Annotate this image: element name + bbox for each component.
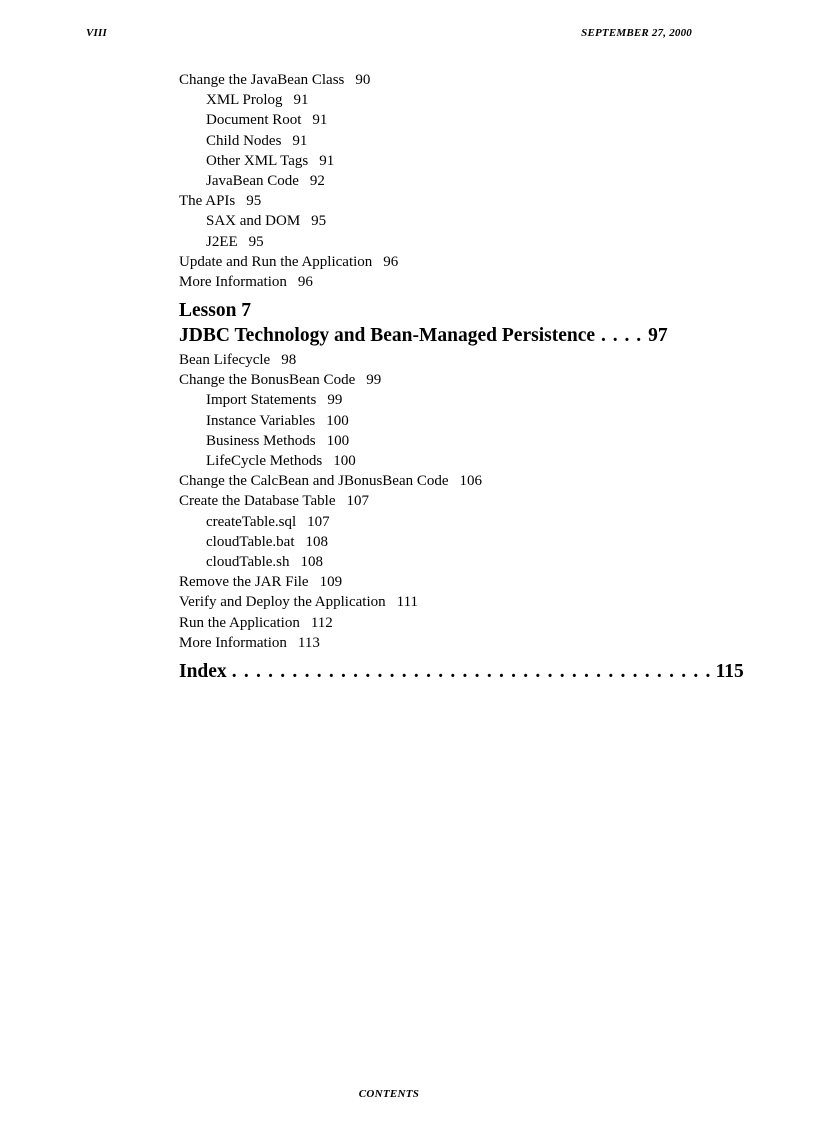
toc-entry-page: 95 <box>246 193 262 210</box>
lesson-page-number: 97 <box>648 325 668 347</box>
toc-entry[interactable] <box>179 613 649 633</box>
toc-entry[interactable] <box>179 572 649 592</box>
toc-list-lesson-7 <box>179 350 649 653</box>
toc-entry-page: 92 <box>309 172 325 189</box>
toc-entry[interactable] <box>179 70 649 90</box>
toc-entry[interactable] <box>179 431 649 451</box>
toc-entry-title: createTable.sql <box>206 513 297 530</box>
toc-entry-title: Bean Lifecycle <box>179 352 271 369</box>
lesson-title: JDBC Technology and Bean-Managed Persistence <box>179 325 596 347</box>
toc-entry-title: More Information <box>179 634 287 651</box>
toc-entry-page: 107 <box>307 513 330 530</box>
toc-entry-page: 100 <box>326 432 350 449</box>
toc-entry-title: Other XML Tags <box>206 152 309 169</box>
toc-entry-page: 100 <box>333 453 356 469</box>
toc-entry[interactable] <box>179 110 649 130</box>
toc-entry-title: Verify and Deploy the Application <box>179 594 386 611</box>
running-header-date: SEPTEMBER 27, 2000 <box>581 27 692 39</box>
running-footer: CONTENTS <box>358 1088 420 1100</box>
toc-entry-page: 108 <box>300 553 324 570</box>
index-row[interactable] <box>179 659 744 684</box>
toc-entry-title: Change the JavaBean Class <box>179 72 345 88</box>
toc-entry-title: Update and Run the Application <box>179 253 373 270</box>
toc-entry-page: 91 <box>293 92 309 109</box>
toc-entry-page: 91 <box>319 152 335 169</box>
toc-entry[interactable] <box>179 211 649 231</box>
toc-entry-page: 98 <box>281 352 297 369</box>
toc-entry[interactable] <box>179 151 649 171</box>
toc-entry-page: 90 <box>355 72 371 88</box>
toc-entry-title: Remove the JAR File <box>179 574 309 591</box>
toc-entry-title: Create the Database Table <box>179 493 336 510</box>
toc-entry-title: XML Prolog <box>206 92 283 109</box>
toc-entry[interactable] <box>179 451 649 471</box>
toc-entry-title: Child Nodes <box>206 132 282 149</box>
toc-entry-page: 100 <box>326 412 349 429</box>
toc-list-continued <box>179 70 649 292</box>
toc-entry-title: Document Root <box>206 112 302 129</box>
toc-entry-page: 107 <box>346 493 370 510</box>
toc-entry-title: JavaBean Code <box>206 172 299 189</box>
toc-entry[interactable] <box>179 90 649 110</box>
toc-entry-page: 99 <box>366 372 382 389</box>
table-of-contents <box>179 70 744 684</box>
toc-entry[interactable] <box>179 491 649 511</box>
toc-entry-page: 108 <box>305 533 328 550</box>
toc-entry-page: 96 <box>383 253 399 270</box>
toc-entry-page: 96 <box>297 273 313 290</box>
lesson-label: Lesson 7 <box>179 300 252 322</box>
index-title: Index <box>179 660 227 682</box>
toc-entry[interactable] <box>179 552 649 572</box>
toc-entry[interactable] <box>179 512 649 532</box>
toc-entry-page: 106 <box>459 473 483 490</box>
toc-entry-page: 91 <box>312 112 328 129</box>
toc-entry-title: cloudTable.bat <box>206 533 295 550</box>
toc-entry[interactable] <box>179 370 649 390</box>
toc-entry-title: Instance Variables <box>206 412 316 429</box>
toc-entry[interactable] <box>179 350 649 370</box>
toc-entry[interactable] <box>179 272 649 292</box>
toc-entry[interactable] <box>179 390 649 410</box>
toc-entry-page: 109 <box>319 574 343 591</box>
toc-entry-title: The APIs <box>179 193 236 210</box>
toc-entry[interactable] <box>179 252 649 272</box>
toc-entry-title: Change the BonusBean Code <box>179 372 356 389</box>
toc-entry-page: 95 <box>248 233 264 250</box>
toc-entry-page: 112 <box>310 614 333 631</box>
index-dot-leader: . . . . . . . . . . . . . . . . . . . . . . . . . . . . . . . . . . . . . . . . <box>231 660 712 682</box>
toc-entry-title: Change the CalcBean and JBonusBean Code <box>179 473 449 490</box>
toc-entry-title: Run the Application <box>179 614 300 631</box>
toc-entry-title: LifeCycle Methods <box>206 453 323 469</box>
toc-entry[interactable] <box>179 191 649 211</box>
toc-entry-page: 95 <box>311 213 327 230</box>
toc-entry-title: Business Methods <box>206 432 316 449</box>
toc-entry-title: J2EE <box>206 233 238 250</box>
toc-entry[interactable] <box>179 232 649 252</box>
toc-entry-page: 111 <box>396 594 419 611</box>
toc-entry[interactable] <box>179 471 649 491</box>
toc-entry[interactable] <box>179 411 649 431</box>
toc-entry[interactable] <box>179 532 649 552</box>
running-header-page-number: VIII <box>86 27 107 39</box>
lesson-title-row[interactable] <box>179 323 668 348</box>
toc-entry-title: Import Statements <box>206 392 317 409</box>
index-page-number: 115 <box>715 660 744 682</box>
toc-entry[interactable] <box>179 592 649 612</box>
toc-entry-page: 99 <box>327 392 343 409</box>
toc-entry-title: More Information <box>179 273 287 290</box>
toc-entry[interactable] <box>179 131 649 151</box>
toc-entry-page: 113 <box>297 634 320 651</box>
toc-entry[interactable] <box>179 171 649 191</box>
lesson-dot-leader: . . . . <box>601 325 643 347</box>
toc-entry-page: 91 <box>292 132 308 149</box>
toc-entry-title: SAX and DOM <box>206 213 301 230</box>
toc-entry[interactable] <box>179 633 649 653</box>
toc-entry-title: cloudTable.sh <box>206 553 290 570</box>
